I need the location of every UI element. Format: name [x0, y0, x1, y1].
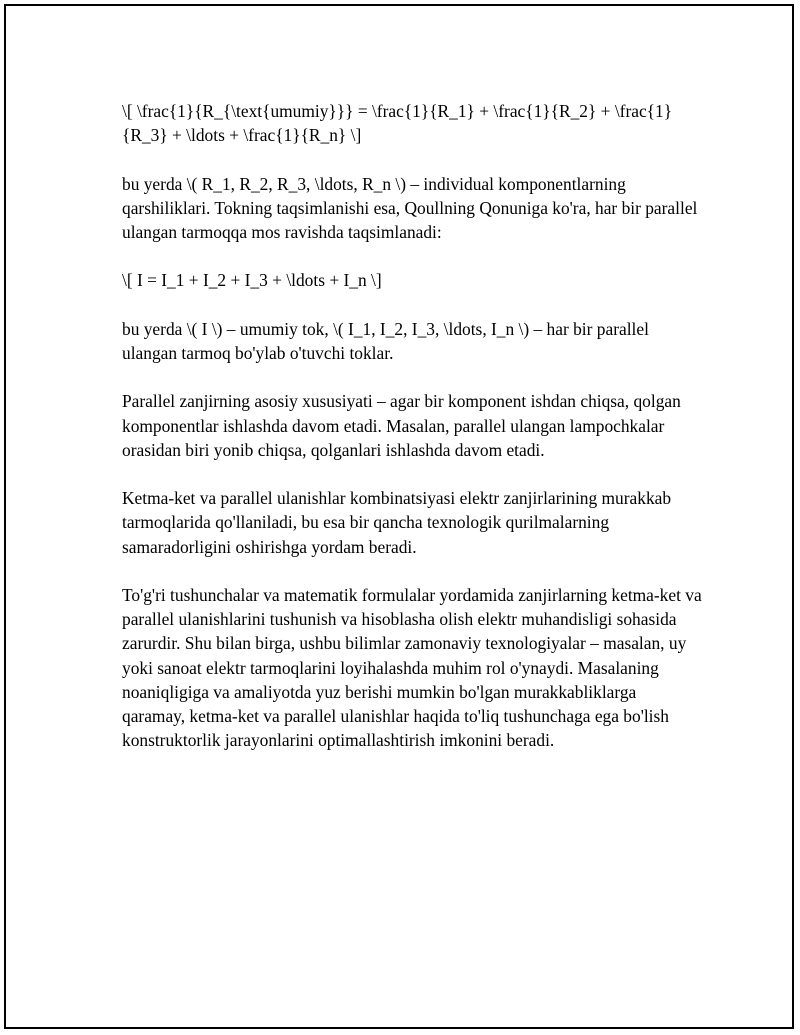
formula-resistance: \[ \frac{1}{R_{\text{umumiy}}} = \frac{1}{R_1} + \frac{1}{R_2} + \frac{1}{R_3} + \ldots + \frac{1}{R_n} \] [122, 101, 673, 146]
page-frame [4, 4, 794, 1029]
paragraph-current-explanation: bu yerda \( I \) – umumiy tok, \( I_1, I_2, I_3, \ldots, I_n \) – har bir parallel ulangan tarmoq bo'ylab o'tuvchi toklar. [122, 318, 649, 363]
paragraph-parallel-property: Parallel zanjirning asosiy xususiyati – agar bir komponent ishdan chiqsa, qolgan komponentlar ishlashda davom etadi. Masalan, parallel ulangan lampochkalar orasidan biri yonib chiqsa, qolganlari ishlashda davom etadi. [122, 391, 681, 460]
formula-current: \[ I = I_1 + I_2 + I_3 + \ldots + I_n \] [122, 270, 382, 291]
paragraph-resistance-explanation: bu yerda \( R_1, R_2, R_3, \ldots, R_n \) – individual komponentlarning qarshiliklari. Tokning taqsimlanishi esa, Qoullning Qonuniga ko'ra, har bir parallel ulangan tarmoqqa mos ravishda taqsimlanadi: [122, 173, 698, 242]
paragraph-combination: Ketma-ket va parallel ulanishlar kombinatsiyasi elektr zanjirlarining murakkab tarmoqlarida qo'llaniladi, bu esa bir qancha texnologik qurilmalarning samaradorligini oshirishga yordam beradi. [122, 488, 672, 557]
paragraph-conclusion: To'g'ri tushunchalar va matematik formulalar yordamida zanjirlarning ketma-ket va parallel ulanishlarini tushunish va hisoblasha olish elektr muhandisligi sohasida zarurdir. Shu bilan birga, ushbu bilimlar zamonaviy texnologiyalar – masalan, uy yoki sanoat elektr tarmoqlarini loyihalashda muhim rol o'ynaydi. Masalaning noaniqligiga va amaliyotda yuz berishi mumkin bo'lgan murakkabliklarga qaramay, ketma-ket va parallel ulanishlar haqida to'liq tushunchaga ega bo'lish konstruktorlik jarayonlarini optimallashtirish imkonini beradi. [122, 584, 702, 751]
document-body [122, 99, 702, 777]
